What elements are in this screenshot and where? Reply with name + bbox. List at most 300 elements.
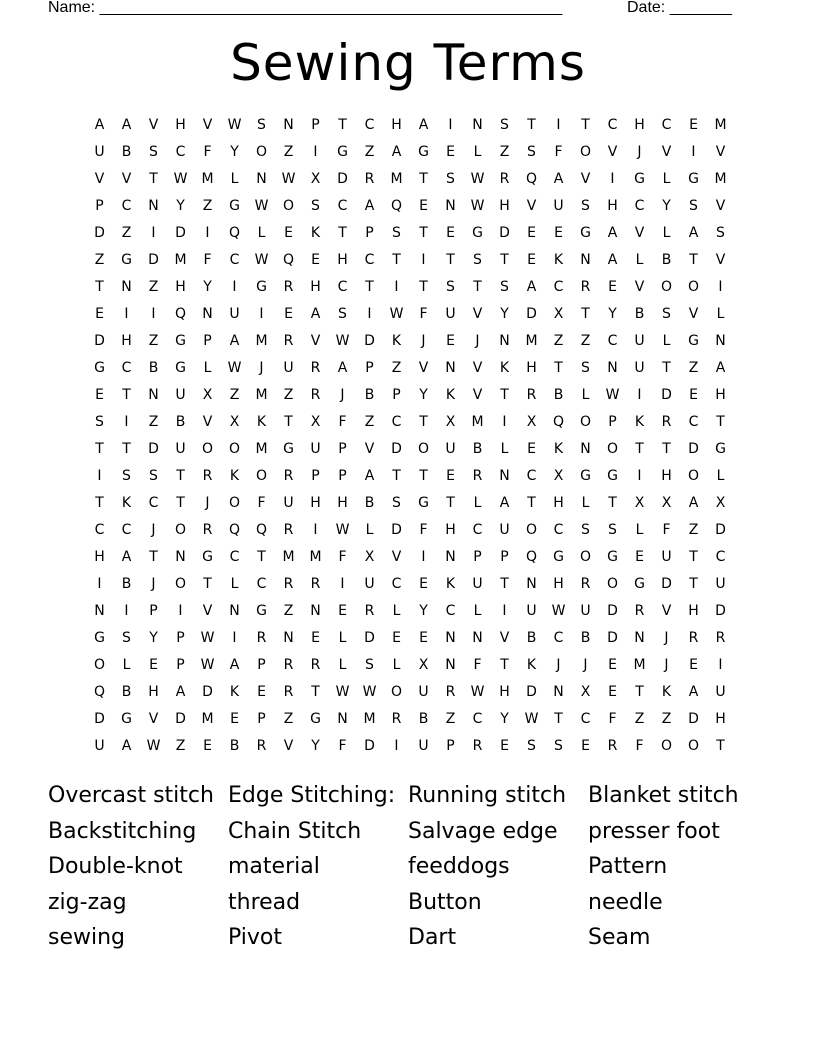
grid-letter: Y <box>311 738 320 754</box>
grid-letter: V <box>472 360 483 376</box>
word-list-item: zig-zag <box>48 889 127 915</box>
grid-letter: H <box>715 711 726 727</box>
grid-letter: K <box>499 360 510 376</box>
grid-letter: S <box>149 468 158 484</box>
grid-letter: Q <box>390 198 403 214</box>
grid-letter: V <box>499 630 510 646</box>
grid-letter: Z <box>580 333 591 349</box>
grid-letter: T <box>419 468 428 484</box>
word-list-item: Overcast stitch <box>48 783 214 808</box>
grid-letter: N <box>283 630 294 646</box>
grid-letter: E <box>500 738 509 754</box>
grid-letter: T <box>149 549 158 565</box>
grid-letter: P <box>608 414 617 430</box>
grid-letter: D <box>94 711 105 727</box>
grid-letter: C <box>148 495 159 511</box>
grid-letter: H <box>310 279 321 295</box>
grid-letter: A <box>121 117 132 133</box>
grid-letter: I <box>610 171 615 187</box>
grid-letter: U <box>553 198 564 214</box>
grid-letter: O <box>228 495 241 511</box>
grid-letter: P <box>473 549 482 565</box>
grid-letter: F <box>203 252 212 268</box>
grid-letter: H <box>607 198 618 214</box>
grid-letter: L <box>662 225 671 241</box>
grid-letter: P <box>257 711 266 727</box>
grid-letter: H <box>634 117 645 133</box>
grid-letter: E <box>527 252 536 268</box>
grid-letter: V <box>634 225 645 241</box>
grid-letter: L <box>230 576 239 592</box>
grid-letter: I <box>394 738 399 754</box>
grid-letter: T <box>527 117 536 133</box>
grid-letter: W <box>551 603 566 619</box>
grid-letter: D <box>175 225 186 241</box>
grid-letter: T <box>500 252 509 268</box>
grid-letter: Z <box>661 711 672 727</box>
grid-letter: H <box>553 576 564 592</box>
grid-letter: C <box>553 522 564 538</box>
grid-letter: T <box>284 414 293 430</box>
grid-letter: A <box>688 684 699 700</box>
grid-letter: R <box>283 333 294 349</box>
grid-letter: I <box>637 387 642 403</box>
grid-letter: O <box>228 441 241 457</box>
grid-letter: W <box>362 684 377 700</box>
grid-letter: C <box>364 252 375 268</box>
grid-letter: K <box>553 252 564 268</box>
grid-letter: N <box>148 198 159 214</box>
grid-letter: R <box>580 279 591 295</box>
grid-letter: T <box>662 441 671 457</box>
grid-letter: W <box>470 198 485 214</box>
grid-letter: H <box>526 360 537 376</box>
grid-letter: N <box>283 117 294 133</box>
grid-letter: W <box>389 306 404 322</box>
grid-letter: R <box>526 387 537 403</box>
grid-letter: O <box>390 684 403 700</box>
grid-letter: G <box>310 711 321 727</box>
grid-letter: Y <box>176 198 185 214</box>
grid-letter: E <box>446 144 455 160</box>
grid-letter: L <box>230 171 239 187</box>
grid-letter: N <box>337 711 348 727</box>
grid-letter: U <box>445 306 456 322</box>
grid-letter: O <box>174 522 187 538</box>
grid-letter: O <box>525 522 538 538</box>
grid-letter: V <box>472 306 483 322</box>
grid-letter: X <box>580 684 591 700</box>
grid-letter: O <box>687 738 700 754</box>
grid-letter: Y <box>662 198 671 214</box>
grid-letter: Z <box>94 252 105 268</box>
grid-letter: A <box>688 495 699 511</box>
grid-letter: F <box>554 144 563 160</box>
grid-letter: T <box>716 414 725 430</box>
grid-letter: C <box>715 549 726 565</box>
grid-letter: V <box>715 144 726 160</box>
grid-letter: R <box>283 684 294 700</box>
grid-letter: Z <box>364 144 375 160</box>
grid-letter: H <box>499 684 510 700</box>
grid-letter: I <box>421 549 426 565</box>
grid-letter: E <box>95 306 104 322</box>
grid-letter: J <box>205 495 210 511</box>
grid-letter: Y <box>203 279 212 295</box>
grid-letter: D <box>337 171 348 187</box>
grid-letter: H <box>148 684 159 700</box>
grid-letter: N <box>580 252 591 268</box>
word-list-item: Blanket stitch <box>588 783 739 808</box>
grid-letter: L <box>581 495 590 511</box>
word-list-item: Running stitch <box>408 783 567 808</box>
grid-letter: U <box>715 576 726 592</box>
grid-letter: A <box>715 360 726 376</box>
grid-letter: A <box>607 225 618 241</box>
grid-letter: R <box>283 657 294 673</box>
grid-letter: C <box>607 117 618 133</box>
grid-letter: N <box>202 306 213 322</box>
grid-letter: S <box>473 252 482 268</box>
grid-letter: A <box>553 171 564 187</box>
grid-letter: I <box>124 306 129 322</box>
grid-letter: T <box>689 252 698 268</box>
grid-letter: V <box>661 144 672 160</box>
grid-letter: F <box>257 495 266 511</box>
grid-letter: Z <box>229 387 240 403</box>
grid-letter: N <box>445 630 456 646</box>
grid-letter: R <box>310 657 321 673</box>
grid-letter: T <box>95 441 104 457</box>
grid-letter: N <box>634 630 645 646</box>
grid-letter: S <box>581 360 590 376</box>
grid-letter: R <box>202 522 213 538</box>
grid-letter: P <box>311 468 320 484</box>
grid-letter: I <box>421 252 426 268</box>
grid-letter: G <box>94 360 105 376</box>
grid-letter: Y <box>500 306 509 322</box>
grid-letter: E <box>446 333 455 349</box>
word-list-item: Chain Stitch <box>228 818 362 844</box>
grid-letter: N <box>499 333 510 349</box>
grid-letter: H <box>337 252 348 268</box>
grid-letter: U <box>175 387 186 403</box>
grid-letter: S <box>311 198 320 214</box>
grid-letter: G <box>607 549 618 565</box>
grid-letter: U <box>499 522 510 538</box>
grid-letter: O <box>660 738 673 754</box>
grid-letter: Z <box>283 603 294 619</box>
grid-letter: F <box>338 549 347 565</box>
grid-letter: A <box>310 306 321 322</box>
grid-letter: E <box>608 657 617 673</box>
grid-letter: E <box>689 387 698 403</box>
grid-letter: K <box>229 468 240 484</box>
grid-letter: V <box>202 414 213 430</box>
grid-letter: Z <box>634 711 645 727</box>
grid-letter: A <box>94 117 105 133</box>
grid-letter: F <box>473 657 482 673</box>
grid-letter: H <box>175 279 186 295</box>
grid-letter: P <box>500 549 509 565</box>
grid-letter: R <box>283 468 294 484</box>
grid-letter: I <box>340 576 345 592</box>
grid-letter: I <box>502 603 507 619</box>
grid-letter: E <box>284 225 293 241</box>
grid-letter: A <box>337 360 348 376</box>
grid-letter: W <box>173 171 188 187</box>
grid-letter: R <box>310 576 321 592</box>
grid-letter: V <box>715 252 726 268</box>
grid-letter: S <box>716 225 725 241</box>
grid-letter: U <box>715 684 726 700</box>
grid-letter: K <box>256 414 267 430</box>
grid-letter: D <box>499 225 510 241</box>
grid-letter: C <box>121 360 132 376</box>
word-list-item: Dart <box>408 925 457 951</box>
grid-letter: T <box>500 387 509 403</box>
grid-letter: U <box>580 603 591 619</box>
grid-letter: U <box>94 144 105 160</box>
grid-letter: O <box>174 576 187 592</box>
grid-letter: X <box>553 306 564 322</box>
grid-letter: T <box>419 225 428 241</box>
grid-letter: C <box>337 198 348 214</box>
grid-letter: N <box>148 387 159 403</box>
grid-letter: T <box>554 711 563 727</box>
grid-letter: E <box>392 630 401 646</box>
grid-letter: G <box>553 549 564 565</box>
letter-grid <box>86 112 734 760</box>
grid-letter: Z <box>364 414 375 430</box>
grid-letter: E <box>581 738 590 754</box>
grid-letter: E <box>257 684 266 700</box>
grid-letter: V <box>364 441 375 457</box>
grid-letter: U <box>283 495 294 511</box>
page-title: Sewing Terms <box>230 34 586 92</box>
grid-letter: P <box>365 360 374 376</box>
grid-letter: M <box>282 549 295 565</box>
grid-letter: J <box>421 333 426 349</box>
grid-letter: W <box>281 171 296 187</box>
grid-letter: T <box>500 576 509 592</box>
grid-letter: I <box>259 306 264 322</box>
grid-letter: M <box>390 171 403 187</box>
grid-letter: A <box>688 225 699 241</box>
grid-letter: H <box>337 495 348 511</box>
grid-letter: S <box>149 144 158 160</box>
grid-letter: T <box>716 738 725 754</box>
grid-letter: N <box>715 333 726 349</box>
grid-letter: E <box>635 549 644 565</box>
grid-letter: W <box>335 333 350 349</box>
grid-letter: I <box>178 603 183 619</box>
grid-letter: S <box>689 198 698 214</box>
grid-letter: W <box>146 738 161 754</box>
grid-letter: D <box>715 603 726 619</box>
grid-letter: Z <box>688 522 699 538</box>
grid-letter: T <box>446 252 455 268</box>
grid-letter: G <box>256 279 267 295</box>
grid-letter: T <box>122 441 131 457</box>
grid-letter: S <box>446 171 455 187</box>
grid-letter: J <box>151 522 156 538</box>
grid-letter: S <box>527 144 536 160</box>
grid-letter: E <box>230 711 239 727</box>
grid-letter: E <box>284 306 293 322</box>
grid-letter: R <box>310 360 321 376</box>
grid-letter: R <box>472 738 483 754</box>
grid-letter: K <box>121 495 132 511</box>
grid-letter: S <box>95 414 104 430</box>
grid-letter: D <box>148 252 159 268</box>
grid-letter: Z <box>688 360 699 376</box>
grid-letter: E <box>527 441 536 457</box>
grid-letter: R <box>688 630 699 646</box>
grid-letter: O <box>282 198 295 214</box>
grid-letter: V <box>607 144 618 160</box>
grid-letter: S <box>608 522 617 538</box>
grid-letter: Y <box>419 603 428 619</box>
grid-letter: B <box>148 360 159 376</box>
grid-letter: M <box>714 117 727 133</box>
grid-letter: A <box>121 549 132 565</box>
grid-letter: T <box>392 468 401 484</box>
grid-letter: L <box>365 522 374 538</box>
grid-letter: Y <box>149 630 158 646</box>
grid-letter: Q <box>552 414 565 430</box>
grid-letter: D <box>715 522 726 538</box>
grid-letter: P <box>176 657 185 673</box>
grid-letter: F <box>203 144 212 160</box>
grid-letter: T <box>122 387 131 403</box>
grid-letter: I <box>97 576 102 592</box>
grid-letter: I <box>151 306 156 322</box>
grid-letter: N <box>445 549 456 565</box>
grid-letter: A <box>229 657 240 673</box>
word-list-item: Double-knot <box>48 854 183 880</box>
grid-letter: D <box>688 441 699 457</box>
grid-letter: D <box>175 711 186 727</box>
grid-letter: J <box>259 360 264 376</box>
word-list-item: Salvage edge <box>408 818 558 844</box>
grid-letter: H <box>715 387 726 403</box>
grid-letter: B <box>634 306 645 322</box>
grid-letter: Q <box>228 522 241 538</box>
grid-letter: Z <box>445 711 456 727</box>
grid-letter: T <box>635 441 644 457</box>
grid-letter: V <box>202 117 213 133</box>
grid-letter: C <box>364 117 375 133</box>
grid-letter: S <box>500 279 509 295</box>
grid-letter: Q <box>174 306 187 322</box>
grid-letter: U <box>526 603 537 619</box>
grid-letter: M <box>201 711 214 727</box>
grid-letter: V <box>580 171 591 187</box>
grid-letter: V <box>121 171 132 187</box>
grid-letter: C <box>634 198 645 214</box>
grid-letter: O <box>255 468 268 484</box>
grid-letter: O <box>687 468 700 484</box>
grid-letter: X <box>364 549 375 565</box>
grid-letter: I <box>97 468 102 484</box>
grid-letter: D <box>364 630 375 646</box>
grid-letter: U <box>283 360 294 376</box>
grid-letter: N <box>121 279 132 295</box>
grid-letter: S <box>662 306 671 322</box>
grid-letter: N <box>229 603 240 619</box>
grid-letter: T <box>365 279 374 295</box>
word-list-item: feeddogs <box>408 854 510 880</box>
grid-letter: V <box>202 603 213 619</box>
grid-letter: X <box>445 414 456 430</box>
grid-letter: L <box>635 252 644 268</box>
grid-letter: G <box>688 333 699 349</box>
grid-letter: T <box>689 576 698 592</box>
grid-letter: N <box>607 360 618 376</box>
grid-letter: S <box>581 522 590 538</box>
grid-letter: U <box>175 441 186 457</box>
grid-letter: G <box>634 171 645 187</box>
grid-letter: I <box>151 225 156 241</box>
grid-letter: G <box>283 441 294 457</box>
grid-letter: G <box>715 441 726 457</box>
grid-letter: S <box>338 306 347 322</box>
grid-letter: K <box>445 387 456 403</box>
grid-letter: W <box>524 711 539 727</box>
grid-letter: T <box>419 279 428 295</box>
grid-letter: I <box>232 630 237 646</box>
grid-letter: C <box>607 333 618 349</box>
grid-letter: I <box>691 144 696 160</box>
grid-letter: G <box>229 198 240 214</box>
word-list-item: Button <box>408 889 482 915</box>
grid-letter: C <box>229 252 240 268</box>
grid-letter: X <box>634 495 645 511</box>
grid-letter: N <box>445 657 456 673</box>
grid-letter: K <box>445 576 456 592</box>
grid-letter: X <box>229 414 240 430</box>
grid-letter: L <box>581 387 590 403</box>
grid-letter: M <box>363 711 376 727</box>
grid-letter: G <box>580 468 591 484</box>
grid-letter: D <box>94 225 105 241</box>
grid-letter: V <box>148 117 159 133</box>
grid-letter: R <box>607 738 618 754</box>
grid-letter: E <box>527 225 536 241</box>
grid-letter: L <box>500 441 509 457</box>
grid-letter: I <box>448 117 453 133</box>
grid-letter: D <box>661 576 672 592</box>
grid-letter: P <box>149 603 158 619</box>
grid-letter: T <box>689 549 698 565</box>
word-list-item: sewing <box>48 925 126 951</box>
grid-letter: T <box>419 171 428 187</box>
grid-letter: S <box>581 198 590 214</box>
grid-letter: Z <box>121 225 132 241</box>
grid-letter: T <box>95 495 104 511</box>
grid-letter: R <box>580 576 591 592</box>
grid-letter: A <box>499 495 510 511</box>
grid-letter: D <box>607 630 618 646</box>
grid-letter: K <box>310 225 321 241</box>
grid-letter: N <box>256 171 267 187</box>
grid-letter: X <box>553 468 564 484</box>
grid-letter: C <box>121 198 132 214</box>
grid-letter: R <box>202 468 213 484</box>
grid-letter: G <box>418 144 429 160</box>
grid-letter: Z <box>283 711 294 727</box>
